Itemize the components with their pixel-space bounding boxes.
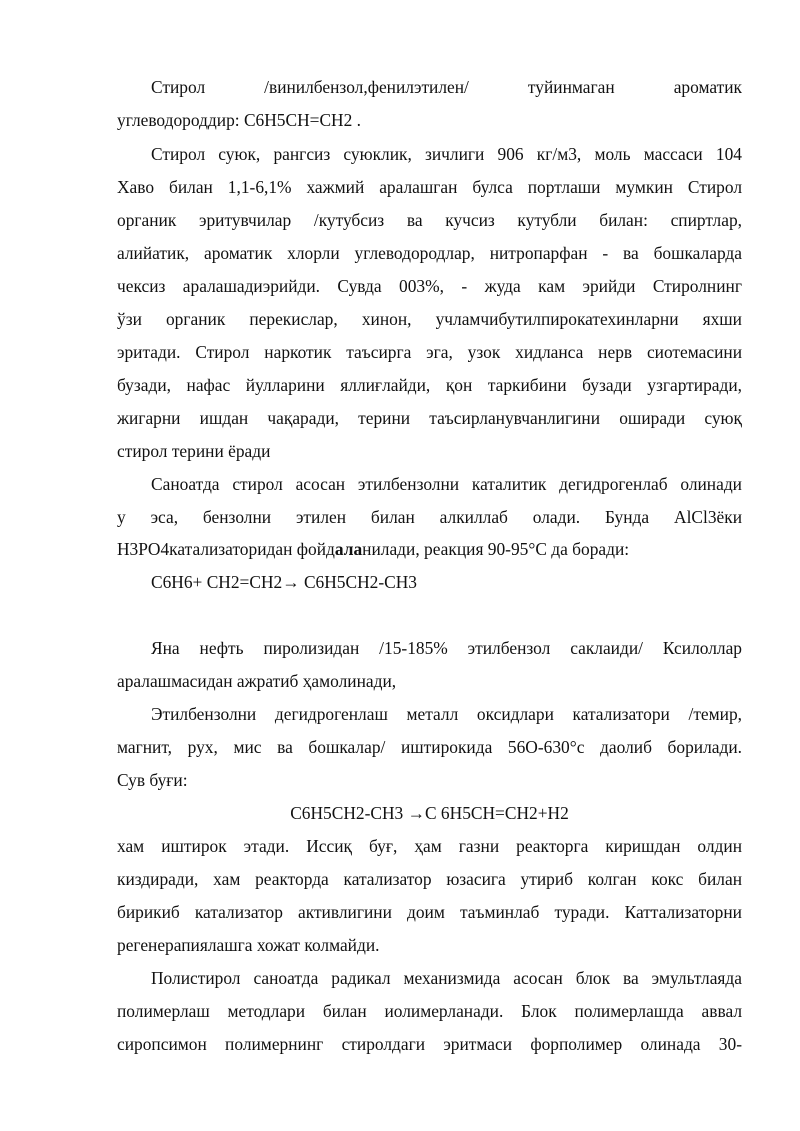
text-line: стирол терини ёради xyxy=(117,441,271,461)
reaction-equation: C6H5CH2-CH3 →C 6H5CH=CH2+H2 xyxy=(290,803,569,823)
text-line: хам иштирок этади. Иссиқ буғ, ҳам газни реакторга киришдан олдин xyxy=(117,836,742,856)
text-line: у эса, бензолни этилен билан алкиллаб олади. Бунда AlCl3ёки xyxy=(117,507,742,527)
text-segment: нилади, реакция 90-95°C да боради: xyxy=(362,539,630,559)
text-line: бузади, нафас йулларини яллиғлайди, қон таркибини бузади узгартиради, xyxy=(117,375,742,395)
text-line: Полистирол саноатда радикал механизмида асосан блок ва эмультлаяда xyxy=(151,968,742,988)
text-line: Этилбензолни дегидрогенлаш металл оксидлари катализатори /темир, xyxy=(151,704,742,724)
text-line: Саноатда стирол асосан этилбензолни каталитик дегидрогенлаб олинади xyxy=(151,474,742,494)
text-line: сиропсимон полимернинг стиролдаги эритмаси форполимер олинада 30- xyxy=(117,1034,742,1054)
bold-text-segment: ала xyxy=(334,539,363,559)
text-line: Яна нефть пиролизидан /15-185% этилбензол саклаиди/ Ксилоллар xyxy=(151,638,742,658)
text-line: бирикиб катализатор активлигини доим таъминлаб туради. Каттализаторни xyxy=(117,902,742,922)
text-line: ўзи органик перекислар, хинон, учламчибутилпирокатехинларни яхши xyxy=(117,309,742,329)
text-line: магнит, рух, мис ва бошкалар/ иштирокида 56О-630°с даолиб борилади. xyxy=(117,737,742,757)
text-line: Хаво билан 1,1-6,1% хажмий аралашган булса портлаши мумкин Стирол xyxy=(117,177,742,197)
text-line: регенерапиялашга хожат колмайди. xyxy=(117,935,380,955)
text-line: киздиради, хам реакторда катализатор юзасига утириб колган кокс билан xyxy=(117,869,742,889)
text-segment: H3PO4катализаторидан фойд xyxy=(117,539,335,559)
text-line: чексиз аралашадиэрийди. Сувда 003%, - жуда кам эрийди Стиролнинг xyxy=(117,276,742,296)
text-line: аралашмасидан ажратиб ҳамолинади, xyxy=(117,671,397,691)
text-line: Стирол суюк, рангсиз суюклик, зичлиги 906 кг/м3, моль массаси 104 xyxy=(151,144,742,164)
text-line: Сув буғи: xyxy=(117,770,188,790)
reaction-equation: C6H6+ CH2=CH2→ C6H5CH2-CH3 xyxy=(151,572,418,592)
text-line: органик эритувчилар /кутубсиз ва кучсиз кутубли билан: спиртлар, xyxy=(117,210,742,230)
text-line: полимерлаш методлари билан иолимерланади. Блок полимерлашда аввал xyxy=(117,1001,742,1021)
text-line: жигарни ишдан чақаради, терини таъсирланувчанлигини оширади суюқ xyxy=(117,408,742,428)
text-line-mixed xyxy=(117,538,629,560)
text-line: Стирол /винилбензол,фенилэтилен/ туйинмаган ароматик xyxy=(151,77,742,97)
text-line: углеводороддир: C6H5CH=CH2 . xyxy=(117,110,362,130)
text-line: алийатик, ароматик хлорли углеводородлар, нитропарфан - ва бошкаларда xyxy=(117,243,742,263)
text-line: эритади. Стирол наркотик таъсирга эга, узок хидланса нерв сиотемасини xyxy=(117,342,742,362)
